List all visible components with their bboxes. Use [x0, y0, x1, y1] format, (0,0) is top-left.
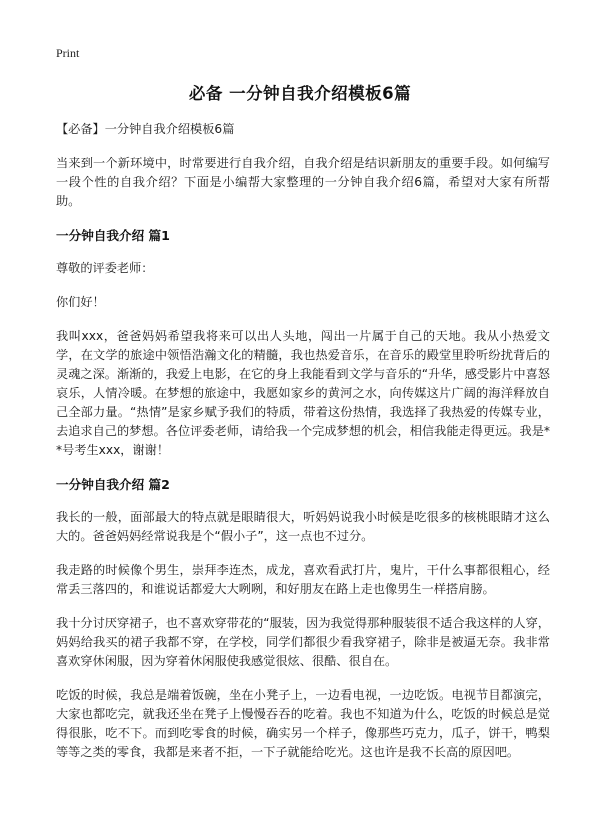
- document-body: [56, 120, 550, 777]
- paragraph: 我叫xxx，爸爸妈妈希望我将来可以出人头地，闯出一片属于自己的天地。我从小热爱文学，在文学的旅途中领悟浩瀚文化的精髓，我也热爱音乐，在音乐的殿堂里聆听纷扰背后的灵魂之深。渐渐的，我爱上电影，在它的身上我能看到文学与音乐的“升华，感受影片中喜怒哀乐，人情冷暖。在梦想的旅途中，我愿如家乡的黄河之水，向传媒这片广阔的海洋释放自己全部力量。“热情”是家乡赋予我们的特质，带着这份热情，我选择了我热爱的传媒专业，去追求自己的梦想。各位评委老师，请给我一个完成梦想的机会，相信我能走得更远。我是**号考生xxx，谢谢！: [56, 329, 550, 457]
- section-heading: 一分钟自我介绍 篇2: [56, 477, 170, 492]
- paragraph: 尊敬的评委老师：: [56, 261, 154, 275]
- intro-paragraph: 当来到一个新环境中，时常要进行自我介绍，自我介绍是结识新朋友的重要手段。如何编写一段个性的自我介绍？下面是小编帮大家整理的一分钟自我介绍6篇，希望对大家有所帮助。: [56, 156, 550, 208]
- paragraph: 我长的一般，面部最大的特点就是眼睛很大，听妈妈说我小时候是吃很多的核桃眼睛才这么大的。爸爸妈妈经常说我是个“假小子”，这一点也不过分。: [56, 510, 550, 543]
- paragraph: 我十分讨厌穿裙子，也不喜欢穿带花的“服装，因为我觉得那种服装很不适合我这样的人穿，妈妈给我买的裙子我都不穿，在学校，同学们都很少看我穿裙子，除非是被逼无奈。我非常喜欢穿休闲服，因为穿着休闲服使我感觉很炫、很酷、很自在。: [56, 616, 550, 668]
- section-heading: 一分钟自我介绍 篇1: [56, 228, 170, 243]
- paragraph: 吃饭的时候，我总是端着饭碗，坐在小凳子上，一边看电视，一边吃饭。电视节目都演完，大家也都吃完，就我还坐在凳子上慢慢吞吞的吃着。我也不知道为什么，吃饭的时候总是觉得很胀，吃不下。而到吃零食的时候，确实另一个样子，像那些巧克力，瓜子，饼干，鸭梨等等之类的零食，我都是来者不拒，一下子就能给吃光。这也许是我不长高的原因吧。: [56, 688, 550, 759]
- section-1: [56, 226, 550, 460]
- document-title: 必备 一分钟自我介绍模板6篇: [188, 84, 412, 103]
- document-subtitle: 【必备】一分钟自我介绍模板6篇: [56, 122, 235, 136]
- section-2: [56, 475, 550, 762]
- paragraph: 你们好！: [56, 295, 105, 309]
- print-label: Print: [56, 46, 80, 60]
- paragraph: 我走路的时候像个男生，崇拜李连杰，成龙，喜欢看武打片，鬼片，干什么事都很粗心，经常丢三落四的，和谁说话都爱大大咧咧，和好朋友在路上走也像男生一样搭肩膀。: [56, 563, 550, 596]
